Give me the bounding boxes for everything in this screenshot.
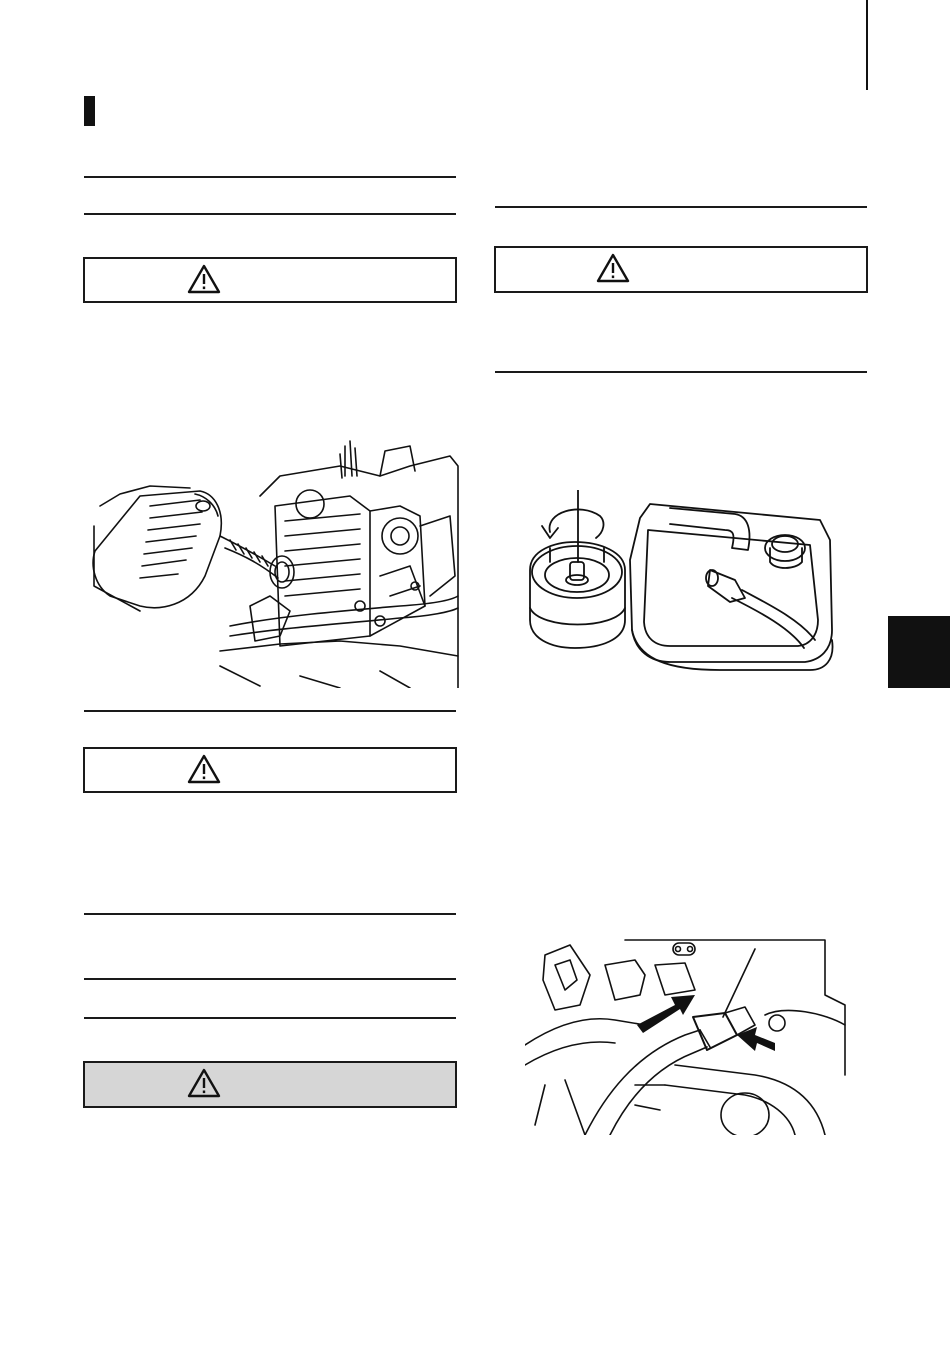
- warning-triangle-icon: [187, 264, 221, 294]
- divider-rule: [84, 1017, 456, 1019]
- warning-box: [494, 246, 868, 293]
- outboard-oil-filling-illustration: [80, 436, 460, 688]
- divider-rule: [84, 978, 456, 980]
- fuel-hose-connector-illustration: [525, 935, 855, 1135]
- divider-rule: [495, 371, 867, 373]
- warning-triangle-icon: [187, 1068, 221, 1098]
- warning-triangle-icon: [596, 253, 630, 283]
- divider-rule: [84, 176, 456, 178]
- divider-rule: [84, 213, 456, 215]
- warning-triangle-icon: [187, 754, 221, 784]
- warning-box: [83, 257, 457, 303]
- divider-rule: [84, 913, 456, 915]
- fuel-tank-cap-illustration: [520, 490, 840, 675]
- chapter-thumb-tab: [888, 616, 950, 688]
- divider-rule: [495, 206, 867, 208]
- section-marker: [84, 96, 95, 126]
- caution-box: [83, 1061, 457, 1108]
- page-edge-line: [866, 0, 868, 90]
- divider-rule: [84, 710, 456, 712]
- warning-box: [83, 747, 457, 793]
